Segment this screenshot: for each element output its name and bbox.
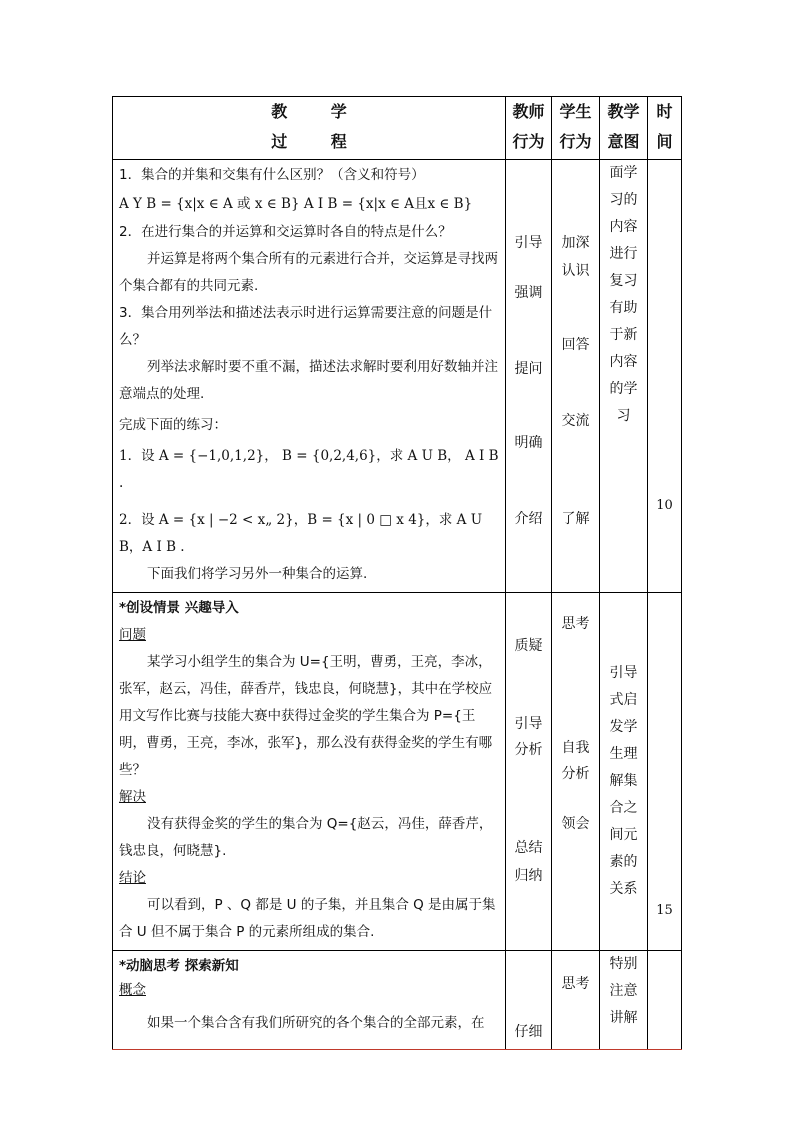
scenario-time xyxy=(648,593,682,951)
header-intent-line2: 意图 xyxy=(607,132,640,151)
teacher-action: 分析 xyxy=(514,742,543,758)
teacher-action: 提问 xyxy=(514,361,543,377)
concept-student xyxy=(552,951,600,1050)
header-teacher-line2: 行为 xyxy=(512,132,545,151)
student-action: 分析 xyxy=(561,766,590,782)
solution-text: 没有获得金奖的学生的集合为 Q={赵云，冯佳，薛香芹，钱忠良，何晓慧}. xyxy=(119,816,493,859)
review-teacher xyxy=(506,160,552,593)
review-content xyxy=(113,160,506,593)
concept-intent-text: 特别注意讲解 xyxy=(609,956,638,1026)
teacher-action: 介绍 xyxy=(514,511,543,527)
exercise-intro: 完成下面的练习： xyxy=(119,417,227,433)
header-process xyxy=(113,97,506,160)
teacher-action: 仔细 xyxy=(514,1024,543,1040)
scenario-student xyxy=(552,593,600,951)
header-intent-line1: 教学 xyxy=(607,102,640,121)
concept-row xyxy=(113,951,682,1050)
header-time-line2: 间 xyxy=(656,132,673,151)
concept-content xyxy=(113,951,506,1050)
student-action: 思考 xyxy=(561,616,590,632)
concept-teacher xyxy=(506,951,552,1050)
teacher-action: 总结 xyxy=(514,840,543,856)
scenario-teacher xyxy=(506,593,552,951)
scenario-title: *创设情景 兴趣导入 xyxy=(119,600,239,616)
question-1-formula: A Y B = {x|x ∈ A 或 x ∈ B} A I B = {x|x ∈ A且x ∈ B} xyxy=(119,196,473,212)
problem-label: 问题 xyxy=(119,627,146,643)
concept-intent xyxy=(600,951,648,1050)
header-student xyxy=(552,97,600,160)
question-1: 1．集合的并集和交集有什么区别？（含义和符号） xyxy=(119,167,425,183)
review-intent xyxy=(600,160,648,593)
student-action: 认识 xyxy=(561,263,590,279)
exercise-1: 1．设 A = {−1,0,1,2}， B = {0,2,4,6}，求 A U B， A I B . xyxy=(119,448,499,491)
student-action: 领会 xyxy=(561,816,590,832)
header-process-line2: 过 程 xyxy=(271,132,347,151)
student-action: 了解 xyxy=(561,511,590,527)
conclusion-text: 可以看到，P 、Q 都是 U 的子集，并且集合 Q 是由属于集合 U 但不属于集合 P 的元素所组成的集合. xyxy=(119,897,496,940)
student-action: 加深 xyxy=(561,235,590,251)
header-time-line1: 时 xyxy=(656,102,673,121)
review-time xyxy=(648,160,682,593)
transition-text: 下面我们将学习另外一种集合的运算. xyxy=(147,566,368,582)
review-student xyxy=(552,160,600,593)
concept-label: 概念 xyxy=(119,982,146,998)
teacher-action: 质疑 xyxy=(514,638,543,654)
teacher-action: 归纳 xyxy=(514,868,543,884)
scenario-row xyxy=(113,593,682,951)
solution-label: 解决 xyxy=(119,789,146,805)
scenario-intent-text: 引导式启发学生理解集合之间元素的关系 xyxy=(609,665,638,897)
header-student-line1: 学生 xyxy=(559,102,592,121)
conclusion-label: 结论 xyxy=(119,870,146,886)
teacher-action: 明确 xyxy=(514,435,543,451)
header-teacher-line1: 教师 xyxy=(512,102,545,121)
student-action: 回答 xyxy=(561,337,590,353)
header-row xyxy=(113,97,682,160)
header-teacher xyxy=(506,97,552,160)
scenario-intent xyxy=(600,593,648,951)
student-action: 自我 xyxy=(561,740,590,756)
concept-text: 如果一个集合含有我们所研究的各个集合的全部元素，在 xyxy=(147,1015,485,1031)
concept-time xyxy=(648,951,682,1050)
review-row xyxy=(113,160,682,593)
concept-title: *动脑思考 探索新知 xyxy=(119,958,239,974)
scenario-content xyxy=(113,593,506,951)
lesson-plan-table xyxy=(112,96,682,1050)
header-intent xyxy=(600,97,648,160)
question-3: 3．集合用列举法和描述法表示时进行运算需要注意的问题是什么？ xyxy=(119,305,493,348)
student-action: 思考 xyxy=(561,976,590,992)
teacher-action: 引导 xyxy=(514,716,543,732)
scenario-time-value: 15 xyxy=(656,903,673,918)
teacher-action: 引导 xyxy=(514,235,543,251)
header-student-line2: 行为 xyxy=(559,132,592,151)
review-intent-text: 面学习的内容进行复习有助于新内容的学习 xyxy=(609,165,638,424)
header-time xyxy=(648,97,682,160)
answer-3: 列举法求解时要不重不漏，描述法求解时要利用好数轴并注意端点的处理. xyxy=(119,359,498,402)
question-2: 2．在进行集合的并运算和交运算时各自的特点是什么？ xyxy=(119,224,452,240)
review-time-value: 10 xyxy=(656,498,673,513)
header-process-line1: 教 学 xyxy=(271,102,347,121)
exercise-2: 2．设 A = {x | −2 < x„ 2}，B = {x | 0 □ x 4}，求 A U B，A I B . xyxy=(119,512,483,555)
student-action: 交流 xyxy=(561,413,590,429)
problem-text: 某学习小组学生的集合为 U={王明，曹勇，王亮，李冰，张军，赵云，冯佳，薛香芹，钱忠良，何晓慧}，其中在学校应用文写作比赛与技能大赛中获得过金奖的学生集合为 P={王明，曹勇，王亮，李冰，张军}，那么没有获得金奖的学生有哪些？ xyxy=(119,654,493,778)
answer-2: 并运算是将两个集合所有的元素进行合并，交运算是寻找两个集合都有的共同元素. xyxy=(119,251,498,294)
teacher-action: 强调 xyxy=(514,285,543,301)
